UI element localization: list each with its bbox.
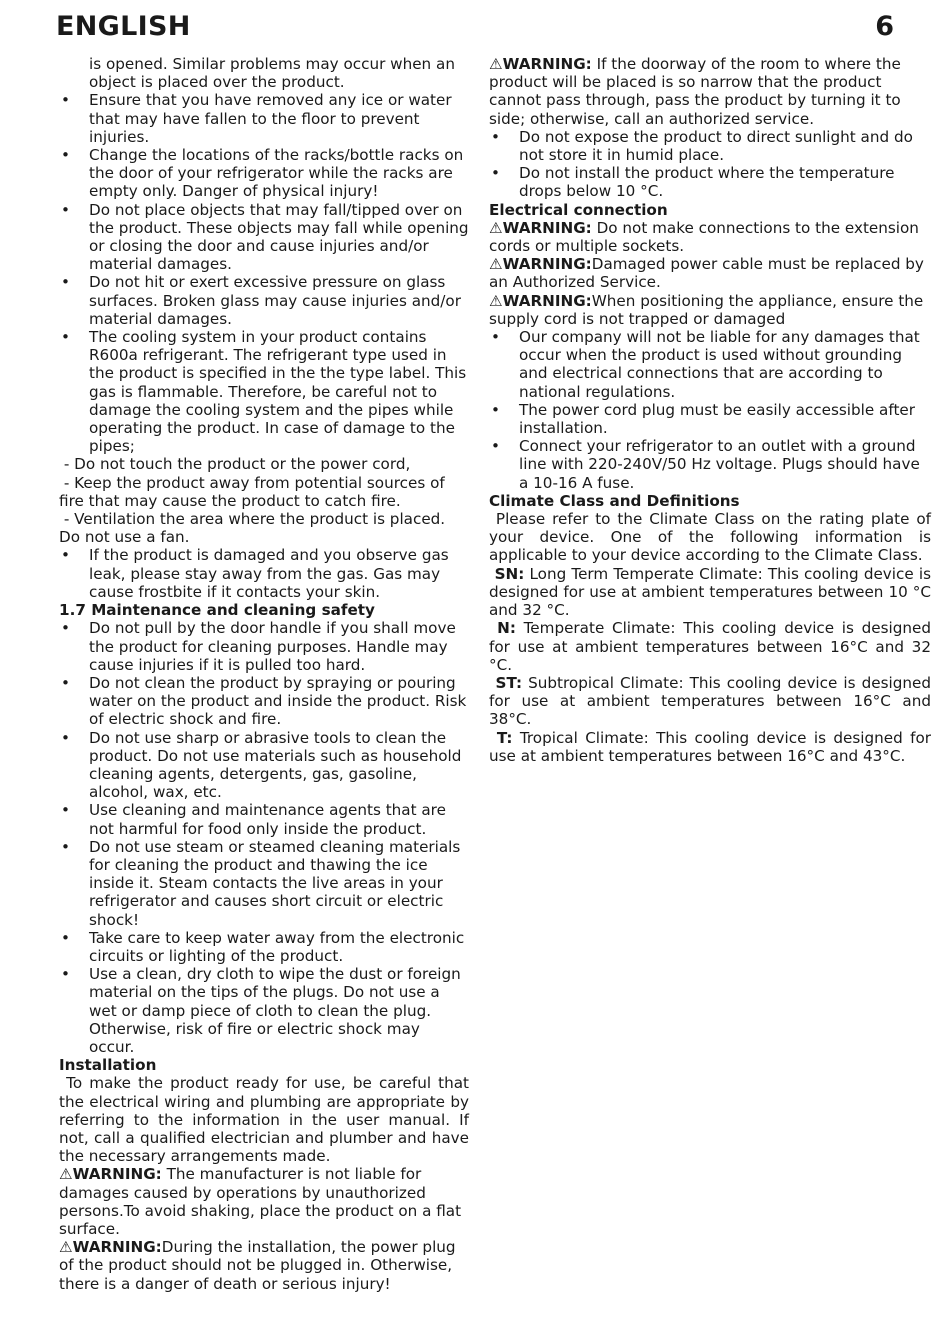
warning-text: When positioning the appliance, ensure the supply cord is not trapped or damaged <box>489 291 924 328</box>
warning-paragraph <box>489 292 931 328</box>
installation-text: To make the product ready for use, be careful that the electrical wiring and plumbing are appropriate by referring to the information in the user manual. If not, call a qualified electrician and plumber and have the necessary arrangements made. <box>59 1074 474 1166</box>
list-item: • Connect your refrigerator to an outlet with a ground line with 220-240V/50 Hz voltage. Plugs should have a 10-16 A fuse. <box>489 437 931 492</box>
warning-icon: ⚠ <box>489 218 503 237</box>
climate-class-st <box>489 673 936 729</box>
language-title: ENGLISH <box>56 11 191 42</box>
warning-paragraph <box>489 219 931 255</box>
list-item: • Our company will not be liable for any damages that occur when the product is used without grounding and electrical connections that are according to national regulations. <box>489 328 931 401</box>
list-item: • Do not use steam or steamed cleaning materials for cleaning the product and thawing the ice inside it. Steam contacts the live areas in your refrigerator and causes short circuit or electric shock! <box>59 838 469 929</box>
warning-label: WARNING: <box>72 1165 162 1184</box>
dash-item: - Keep the product away from potential sources of fire that may cause the product to catch fire. <box>59 473 450 510</box>
section-heading-installation: Installation <box>59 1056 157 1075</box>
warning-icon: ⚠ <box>59 1165 73 1184</box>
list-item: • Do not pull by the door handle if you shall move the product for cleaning purposes. Handle may cause injuries if it is pulled too hard. <box>59 619 469 674</box>
warning-text: If the doorway of the room to where the product will be placed is so narrow that the product cannot pass through, pass the product by turning it to side; otherwise, call an authorized service. <box>489 55 906 128</box>
climate-intro: Please refer to the Climate Class on the rating plate of your device. One of the following information is applicable to your device according to the Climate Class. <box>489 510 936 565</box>
list-item: • Do not use sharp or abrasive tools to clean the product. Do not use materials such as household cleaning agents, detergents, gas, gasoline, alcohol, wax, etc. <box>59 729 469 802</box>
list-item: • The cooling system in your product contains R600a refrigerant. The refrigerant type used in the product is specified in the the type label. This gas is flammable. Therefore, be careful not to damage the cooling system and the pipes while operating the product. In case of damage to the pipes; <box>59 328 469 455</box>
warning-text: Damaged power cable must be replaced by an Authorized Service. <box>489 255 924 292</box>
list-item: • Do not expose the product to direct sunlight and do not store it in humid place. <box>489 128 931 164</box>
climate-code: T: <box>489 728 513 747</box>
warning-paragraph <box>59 1238 469 1293</box>
list-item: • Do not place objects that may fall/tipped over on the product. These objects may fall while opening or closing the door and cause injuries and/or material damages. <box>59 201 469 274</box>
climate-text: Long Term Temperate Climate: This cooling device is designed for use at ambient temperatures between 10 °C and 32 °C. <box>489 564 936 620</box>
warning-icon: ⚠ <box>59 1238 73 1257</box>
list-item: • Use cleaning and maintenance agents that are not harmful for food only inside the product. <box>59 801 469 837</box>
section-heading-maintenance: 1.7 Maintenance and cleaning safety <box>59 601 375 620</box>
warning-label: WARNING: <box>72 1238 162 1257</box>
page-number: 6 <box>875 11 894 42</box>
list-item: • Do not clean the product by spraying or pouring water on the product and inside the product. Risk of electric shock and fire. <box>59 674 469 729</box>
climate-code: N: <box>489 619 516 638</box>
section-heading-electrical: Electrical connection <box>489 200 668 219</box>
list-item: • Use a clean, dry cloth to wipe the dust or foreign material on the tips of the plugs. Do not use a wet or damp piece of cloth to clean the plug. Otherwise, risk of fire or electric shock may occur. <box>59 965 469 1056</box>
left-column <box>59 55 474 1293</box>
warning-icon: ⚠ <box>489 255 503 274</box>
warning-label: WARNING: <box>502 218 592 237</box>
warning-paragraph <box>489 55 931 128</box>
dash-item: - Do not touch the product or the power cord, <box>59 455 411 474</box>
continuation-text: is opened. Similar problems may occur when an object is placed over the product. <box>89 55 455 92</box>
warning-icon: ⚠ <box>489 291 503 310</box>
warning-label: WARNING: <box>502 255 592 274</box>
warning-text: The manufacturer is not liable for damages caused by operations by unauthorized persons.To avoid shaking, place the product on a flat surface. <box>59 1165 466 1238</box>
climate-code: ST: <box>489 673 523 692</box>
section-heading-climate: Climate Class and Definitions <box>489 491 740 510</box>
list-item: • The power cord plug must be easily accessible after installation. <box>489 401 931 437</box>
climate-text: Subtropical Climate: This cooling device is designed for use at ambient temperatures between 16°C and 38°C. <box>489 673 936 729</box>
list-item: • Do not install the product where the temperature drops below 10 °C. <box>489 164 931 200</box>
list-item: • Take care to keep water away from the electronic circuits or lighting of the product. <box>59 929 469 965</box>
list-item: • Do not hit or exert excessive pressure on glass surfaces. Broken glass may cause injuries and/or material damages. <box>59 273 469 328</box>
dash-item: - Ventilation the area where the product is placed. Do not use a fan. <box>59 510 450 547</box>
climate-class-t <box>489 728 936 765</box>
list-item: • If the product is damaged and you observe gas leak, please stay away from the gas. Gas may cause frostbite if it contacts your skin. <box>59 546 469 601</box>
right-column <box>489 55 936 765</box>
climate-code: SN: <box>489 564 525 583</box>
climate-class-sn <box>489 564 936 620</box>
warning-label: WARNING: <box>502 291 592 310</box>
warning-icon: ⚠ <box>489 55 503 73</box>
list-item: • Change the locations of the racks/bottle racks on the door of your refrigerator while the racks are empty only. Danger of physical injury! <box>59 146 469 201</box>
warning-text: During the installation, the power plug of the product should not be plugged in. Otherwise, there is a danger of death or serious injury! <box>59 1238 456 1293</box>
warning-paragraph <box>489 255 931 291</box>
list-item: • Ensure that you have removed any ice or water that may have fallen to the floor to prevent injuries. <box>59 91 469 146</box>
warning-text: Do not make connections to the extension cords or multiple sockets. <box>489 218 924 256</box>
climate-text: Tropical Climate: This cooling device is designed for use at ambient temperatures between 16°C and 43°C. <box>489 728 936 765</box>
warning-paragraph <box>59 1165 469 1238</box>
warning-label: WARNING: <box>502 55 592 73</box>
climate-class-n <box>489 619 936 674</box>
climate-text: Temperate Climate: This cooling device is designed for use at ambient temperatures between 16°C and 32 °C. <box>489 619 936 674</box>
